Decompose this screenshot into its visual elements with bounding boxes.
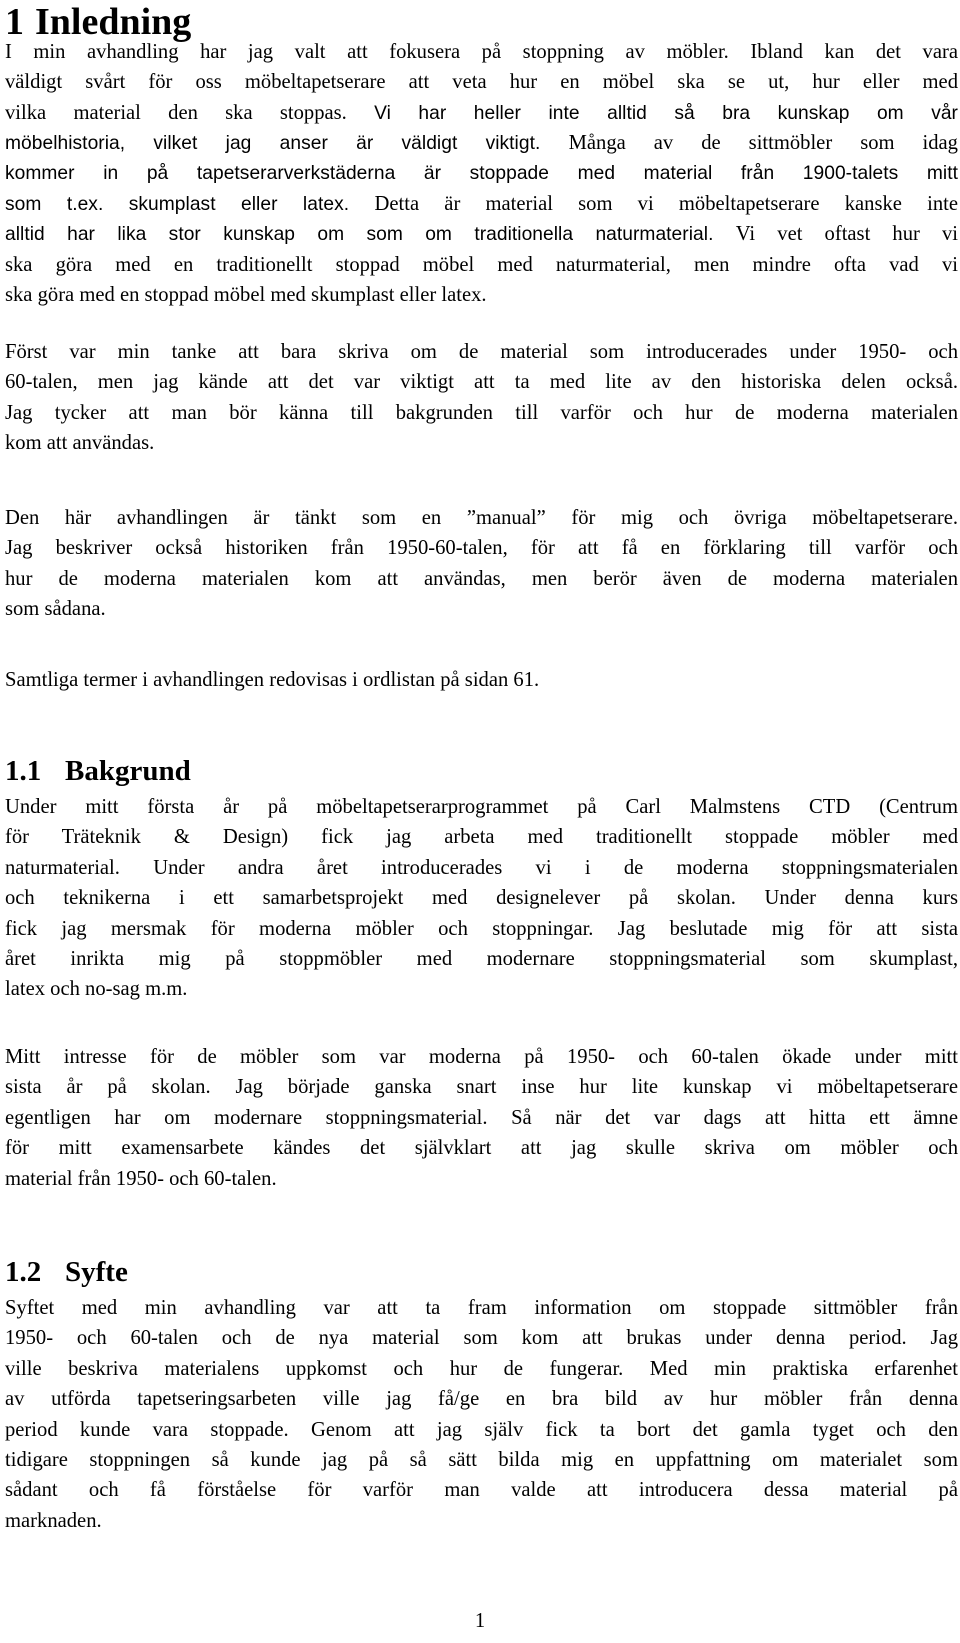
text-line: naturmaterial. Under andra året introducerades vi i de moderna stoppningsmaterialen [5,856,958,879]
text-line: latex och no-sag m.m. [5,978,188,1001]
paragraph-background [5,792,958,1005]
text-line: året inrikta mig på stoppmöbler med modernare stoppningsmaterial som skumplast, [5,947,958,970]
text-line: som sådana. [5,598,106,621]
heading-number: 1 [5,1,24,43]
text-line: marknaden. [5,1509,102,1532]
text-line: Under mitt första år på möbeltapetserarprogrammet på Carl Malmstens CTD (Centrum [5,796,958,818]
paragraph-manual [5,503,958,625]
text-line: sådant och få förståelse för varför man valde att introducera dessa material på [5,1479,958,1502]
text-line: Mitt intresse för de möbler som var moderna på 1950- och 60-talen ökade under mitt [5,1046,958,1068]
text-line: sista år på skolan. Jag började ganska snart inse hur lite kunskap vi möbeltapetserare [5,1076,958,1099]
text-line: tidigare stoppningen så kunde jag på så sätt bilda mig en uppfattning om materialet som [5,1448,958,1471]
text-run: som t.ex. skumplast eller latex. [5,193,375,215]
heading-number: 1.2 [5,1256,42,1288]
paragraph-glossary-note: Samtliga termer i avhandlingen redovisas i ordlistan på sidan 61. [5,669,540,691]
text-line: 60-talen, men jag kände att det var viktigt att ta med lite av den historiska delen också. [5,371,958,394]
text-line: ville beskriva materialens uppkomst och hur de fungerar. Med min praktiska erfarenhet [5,1357,958,1380]
text-run: alltid har lika stor kunskap om som om traditionella naturmaterial. [5,224,736,246]
text-line [5,128,958,158]
heading-title: Inledning [35,1,192,43]
page-number: 1 [474,1610,486,1632]
text-line: period kunde vara stoppade. Genom att jag själv fick ta bort det gamla tyget och den [5,1418,958,1441]
text-line: för Träteknik & Design) fick jag arbeta med traditionellt stoppade möbler med [5,826,958,849]
text-line: och teknikerna i ett samarbetsprojekt med designelever på skolan. Under denna kurs [5,887,958,910]
section-heading-inledning [5,1,192,43]
paragraph-purpose [5,1293,958,1536]
text-line: fick jag mersmak för moderna möbler och stoppningar. Jag beslutade mig för att sista [5,917,958,940]
text-run: vilka material den ska stoppas. [5,101,375,124]
text-line: väldigt svårt för oss möbeltapetserare att veta hur en möbel ska se ut, hur eller med [5,71,958,94]
text-line: av utförda tapetseringsarbeten ville jag få/ge en bra bild av hur möbler från denna [5,1388,958,1411]
text-line: Först var min tanke att bara skriva om de material som introducerades under 1950- och [5,341,958,363]
text-line: I min avhandling har jag valt att fokusera på stoppning av möbler. Ibland kan det vara [5,41,958,63]
text-line: ska göra med en traditionellt stoppad möbel med naturmaterial, men mindre ofta vad vi [5,253,958,276]
paragraph-intro [5,37,958,311]
heading-title: Bakgrund [65,755,191,787]
text-line [5,219,958,249]
heading-number: 1.1 [5,755,42,787]
paragraph-first-idea [5,337,958,459]
text-run: Vi har heller inte alltid så bra kunskap om vår [374,102,958,124]
text-line [5,98,958,128]
text-line: för mitt examensarbete kändes det självklart att jag skulle skriva om möbler och [5,1137,958,1160]
text-line: Jag beskriver också historiken från 1950-60-talen, för att få en förklaring till varför och [5,537,958,560]
text-line: hur de moderna materialen kom att användas, men berör även de moderna materialen [5,567,958,590]
text-run: Många av de sittmöbler som idag [568,132,958,155]
section-heading-syfte [5,1256,128,1288]
text-line: kommer in på tapetserarverkstäderna är stoppade med material från 1900-talets mitt [5,162,958,184]
paragraph-interest [5,1042,958,1194]
text-run: Vi vet oftast hur vi [735,223,958,246]
text-line: Den här avhandlingen är tänkt som en ”manual” för mig och övriga möbeltapetserare. [5,507,958,529]
text-line: egentligen har om modernare stoppningsmaterial. Så när det var dags att hitta ett ämne [5,1106,958,1129]
text-line: material från 1950- och 60-talen. [5,1167,277,1190]
text-line: Jag tycker att man bör känna till bakgrunden till varför och hur de moderna materialen [5,401,958,424]
text-line: Syftet med min avhandling var att ta fram information om stoppade sittmöbler från [5,1297,958,1319]
text-line: kom att användas. [5,432,155,455]
section-heading-bakgrund [5,755,191,787]
text-run: Detta är material som vi möbeltapetserare kanske inte [374,192,958,215]
text-line: 1950- och 60-talen och de nya material som kom att brukas under denna period. Jag [5,1327,958,1350]
text-run: möbelhistoria, vilket jag anser är väldigt viktigt. [5,133,569,155]
text-line: ska göra med en stoppad möbel med skumplast eller latex. [5,284,487,307]
heading-title: Syfte [65,1256,128,1288]
text-line [5,189,958,219]
